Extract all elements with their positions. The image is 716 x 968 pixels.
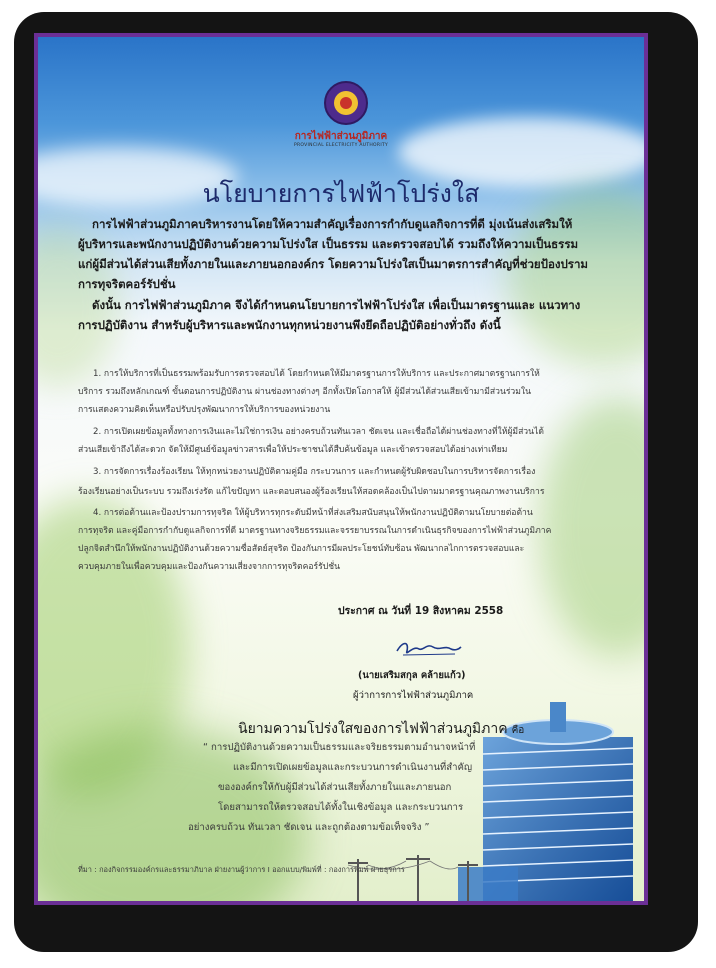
- policy-item-line: ส่วนเสียเข้าถึงได้สะดวก จัดให้มีศูนย์ข้อมูลข่าวสารเพื่อให้ประชาชนได้สืบค้นข้อมูล และเข้าตรวจสอบได้อย่างเท่าเทียม: [78, 445, 508, 455]
- definition-line: “ การปฏิบัติงานด้วยความเป็นธรรมและจริยธรรมตามอำนาจหน้าที่: [203, 742, 476, 753]
- policy-item-line: 1. การให้บริการที่เป็นธรรมพร้อมรับการตรวจสอบได้ โดยกำหนดให้มีมาตรฐานการให้บริการ และประกาศมาตรฐานการให้: [93, 369, 540, 379]
- tree-decoration: [538, 397, 648, 657]
- signature: [393, 637, 463, 661]
- org-name-english: PROVINCIAL ELECTRICITY AUTHORITY: [293, 143, 389, 148]
- pea-logo: [324, 81, 368, 125]
- policy-item-line: 2. การเปิดเผยข้อมูลทั้งทางการเงินและไม่ใช่การเงิน อย่างครบถ้วนทันเวลา ชัดเจน และเชื่อถือได้ผ่านช่องทางที่ให้ผู้มีส่วนได้: [93, 427, 544, 437]
- definition-title-text: นิยามความโปร่งใสของการไฟฟ้าส่วนภูมิภาค: [238, 721, 508, 737]
- intro-line: แก่ผู้มีส่วนได้ส่วนเสียทั้งภายในและภายนอกองค์กร โดยความโปร่งใสเป็นมาตรการสำคัญที่ช่วยป้องปราม: [78, 257, 588, 271]
- signer-position: ผู้ว่าการการไฟฟ้าส่วนภูมิภาค: [353, 690, 474, 701]
- definition-line: ขององค์กรให้กับผู้มีส่วนได้ส่วนเสียทั้งภายในและภายนอก: [218, 782, 452, 793]
- definition-title-suffix: คือ: [511, 725, 525, 736]
- footer-credit: ที่มา : กองกิจกรรมองค์กรและธรรมาภิบาล ฝ่ายงานผู้ว่าการ I ออกแบบ/พิมพ์ที่ : กองการพิมพ์ ฝ่ายธุรการ: [78, 865, 405, 874]
- tree-decoration: [508, 187, 648, 367]
- intro-line: การปฏิบัติงาน สำหรับผู้บริหารและพนักงานทุกหน่วยงานพึงยึดถือปฏิบัติอย่างทั่วถึง ดังนี้: [78, 318, 501, 332]
- intro-line: ดังนั้น การไฟฟ้าส่วนภูมิภาค จึงได้กำหนดนโยบายการไฟฟ้าโปร่งใส เพื่อเป็นมาตรฐานและ แนวทาง: [92, 298, 581, 312]
- policy-item-line: การทุจริต และคู่มือการกำกับดูแลกิจการที่ดี มาตรฐานทางจริยธรรมและจรรยาบรรณในการดำเนินธุรกิจของการไฟฟ้าส่วนภูมิภาค: [78, 526, 552, 536]
- definition-title: [238, 718, 524, 740]
- page-title: นโยบายการไฟฟ้าโปร่งใส: [202, 179, 480, 208]
- intro-line: ผู้บริหารและพนักงานปฏิบัติงานด้วยความโปร่งใส เป็นธรรม และตรวจสอบได้ รวมถึงให้ความเป็นธรรม: [78, 237, 579, 251]
- power-pole-decoration: [338, 849, 488, 905]
- intro-line: การไฟฟ้าส่วนภูมิภาคบริหารงานโดยให้ความสำคัญเรื่องการกำกับดูแลกิจการที่ดี มุ่งเน้นส่งเสริมให้: [92, 217, 573, 231]
- intro-line: การทุจริตคอร์รัปชั่น: [78, 277, 176, 291]
- org-name-thai: การไฟฟ้าส่วนภูมิภาค: [294, 131, 388, 142]
- policy-item-line: ปลูกจิตสำนึกให้พนักงานปฏิบัติงานด้วยความซื่อสัตย์สุจริต ป้องกันการมีผลประโยชน์ทับซ้อน พัฒนากลไกการตรวจสอบและ: [78, 544, 525, 554]
- policy-item-line: ควบคุมภายในเพื่อควบคุมและป้องกันความเสี่ยงจากการทุจริตคอร์รัปชั่น: [78, 562, 340, 572]
- definition-line: โดยสามารถให้ตรวจสอบได้ทั้งในเชิงข้อมูล และกระบวนการ: [218, 802, 464, 813]
- announce-date: ประกาศ ณ วันที่ 19 สิงหาคม 2558: [338, 605, 504, 617]
- policy-item-line: ร้องเรียนอย่างเป็นระบบ รวมถึงเร่งรัด แก้ไขปัญหา และตอบสนองผู้ร้องเรียนให้สอดคล้องเป็นไปตามมาตรฐานคุณภาพงานบริการ: [78, 487, 545, 497]
- policy-item-line: การแสดงความคิดเห็นหรือปรับปรุงพัฒนาการให้บริการของหน่วยงาน: [78, 405, 331, 415]
- policy-item-line: 4. การต่อต้านและป้องปรามการทุจริต ให้ผู้บริหารทุกระดับมีหน้าที่ส่งเสริมสนับสนุนให้พนักงานปฏิบัติตามนโยบายต่อต้าน: [93, 508, 533, 518]
- policy-item-line: บริการ รวมถึงหลักเกณฑ์ ขั้นตอนการปฏิบัติงาน ผ่านช่องทางต่างๆ อีกทั้งเปิดโอกาสให้ ผู้มีส่วนได้ส่วนเสียเข้ามามีส่วนร่วมใน: [78, 387, 531, 397]
- signer-name: (นายเสริมสกุล คล้ายแก้ว): [358, 670, 466, 681]
- definition-line: และมีการเปิดเผยข้อมูลและกระบวนการดำเนินงานที่สำคัญ: [233, 762, 473, 773]
- policy-item-line: 3. การจัดการเรื่องร้องเรียน ให้ทุกหน่วยงานปฏิบัติตามคู่มือ กระบวนการ และกำหนดผู้รับผิดชอบในการบริหารจัดการเรื่อง: [93, 467, 536, 477]
- policy-poster: [34, 33, 648, 905]
- definition-line: อย่างครบถ้วน ทันเวลา ชัดเจน และถูกต้องตามข้อเท็จจริง ”: [188, 822, 430, 833]
